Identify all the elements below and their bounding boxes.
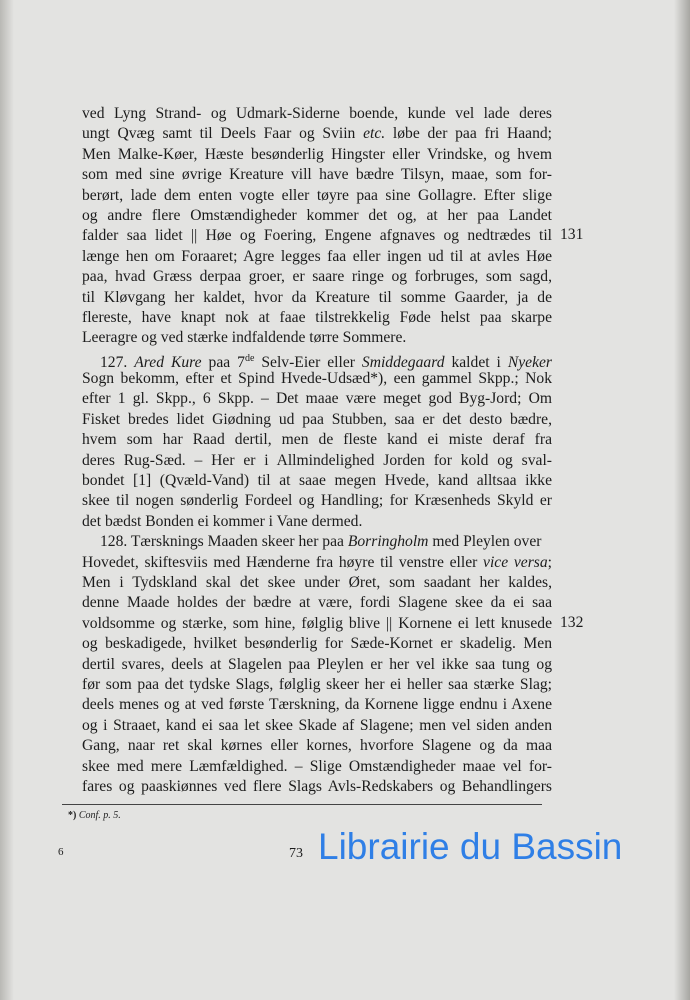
- text-line: [82, 410, 552, 430]
- text-run: bondet [1] (Qvæld-Vand) til at saae megen Hvede, kand alltsaa ikke: [82, 472, 552, 490]
- text-line: [82, 655, 552, 675]
- text-run: kaldet i: [444, 353, 508, 371]
- text-run: Gang, naar ret skal kørnes eller kornes, hvorfore Slagene og da maa: [82, 737, 552, 755]
- text-run: voldsomme og stærke, som hine, følglig blive || Kornene ei lett knusede: [82, 614, 552, 632]
- text-run: paa 7: [201, 353, 245, 371]
- text-line: [82, 267, 552, 287]
- italic-run: Nyeker: [507, 353, 552, 371]
- text-run: berørt, lade dem enten vogte eller tøyre paa sine Gollagre. Efter slige: [82, 186, 552, 204]
- watermark-text: Librairie du Bassin: [318, 826, 623, 867]
- text-line: [82, 104, 552, 124]
- text-run: falder saa lidet || Høe og Foering, Engene afgnaves og nedtrædes til: [82, 227, 552, 245]
- text-run: Leeragre og ved stærke indfaldende tørre Sommere.: [82, 329, 407, 347]
- text-run: dertil svares, deels at Slagelen paa Pleylen er her vel ikke saa tung og: [82, 655, 552, 673]
- text-line: [82, 186, 552, 206]
- text-run: ;: [547, 553, 552, 571]
- text-line: [82, 532, 552, 552]
- text-line: [82, 288, 552, 308]
- text-line: [82, 308, 552, 328]
- text-line: [82, 165, 552, 185]
- text-line: [82, 247, 552, 267]
- text-run: deels menes og at ved første Tærskning, da Kornene ligge endnu i Axene: [82, 696, 552, 714]
- text-line: [82, 695, 552, 715]
- text-line: [82, 614, 552, 634]
- text-run: og andre flere Omstændigheder kommer det og, at her paa Landet: [82, 206, 552, 224]
- text-run: Sogn bekomm, efter et Spind Hvede-Udsæd*), een gammel Skpp.; Nok: [82, 370, 552, 388]
- text-line: [82, 553, 552, 573]
- text-line: [82, 777, 552, 797]
- text-line: [82, 471, 552, 491]
- margin-page-ref: 132: [560, 614, 584, 631]
- text-run: med Pleylen over: [428, 533, 542, 551]
- text-line: [82, 389, 552, 409]
- text-run: Men i Tydskland skal det skee under Øret, som saadant her kaldes,: [82, 573, 552, 591]
- footnote: [68, 810, 121, 821]
- text-run: ved Lyng Strand- og Udmark-Siderne boende, kunde vel lade deres: [82, 105, 552, 122]
- signature-mark: 6: [58, 846, 64, 858]
- text-run: længe hen om Foraaret; Agre legges faa eller ingen ud til at avles Høe: [82, 247, 552, 265]
- text-line: [82, 206, 552, 226]
- text-run: 127.: [100, 353, 135, 371]
- text-line: [82, 593, 552, 613]
- text-line: [82, 512, 552, 532]
- text-run: skee med mere Læmfældighed. – Slige Omstændigheder maae vel for-: [82, 757, 552, 775]
- text-run: skee til nogen sønderlig Fordeel og Handling; for Kræsenheds Skyld er: [82, 492, 552, 510]
- footnote-text: Conf. p. 5.: [78, 810, 121, 821]
- text-run: Hovedet, skiftesviis med Hænderne fra høyre til venstre eller: [82, 553, 484, 571]
- text-line: [82, 226, 552, 246]
- text-line: [82, 634, 552, 654]
- main-text-block: [82, 104, 552, 797]
- text-run: hvem som har Raad dertil, men de fleste kand ei miste deraf fra: [82, 431, 552, 449]
- text-run: Selv-Eier eller: [254, 353, 362, 371]
- text-line: [82, 736, 552, 756]
- text-run: det bædst Bonden ei kommer i Vane dermed.: [82, 512, 363, 530]
- page-number: 73: [289, 846, 303, 861]
- text-line: [82, 124, 552, 144]
- text-run: som med sine øvrige Kreature vill have bædre Tilsyn, maae, som for-: [82, 166, 552, 184]
- text-run: paa, hvad Græss derpaa groer, er saare ringe og forbruges, som sagd,: [82, 268, 552, 286]
- text-run: og i Straaet, kand ei saa let skee Skade af Slagene; men vel siden anden: [82, 716, 552, 734]
- text-run: Men Malke-Køer, Hæste besønderlig Hingster eller Vrindske, og hvem: [82, 145, 552, 163]
- page-edge-shadow: [674, 0, 690, 1000]
- text-run: flereste, have knapt nok at faae tilstrekkelig Føde helst paa skarpe: [82, 308, 552, 326]
- text-line: [82, 573, 552, 593]
- text-line: [82, 430, 552, 450]
- text-line: [82, 716, 552, 736]
- text-run: denne Maade holdes der bædre at være, fordi Slagene skee da ei saa: [82, 594, 552, 612]
- text-run: deres Rug-Sæd. – Her er i Allmindelighed Jorden for kold og sval-: [82, 451, 552, 469]
- text-run: løbe der paa fri Haand;: [385, 125, 552, 143]
- text-line: [82, 369, 552, 389]
- text-run: fares og paaskiønnes ved flere Slags Avls-Redskabers og Behandlingers: [82, 777, 552, 795]
- text-run: efter 1 gl. Skpp., 6 Skpp. – Det maae være meget god Byg-Jord; Om: [82, 390, 552, 408]
- italic-run: Smiddegaard: [361, 353, 445, 371]
- text-line: [82, 757, 552, 777]
- italic-run: Ared Kure: [134, 353, 202, 371]
- page-gutter-shadow: [0, 0, 14, 1000]
- text-line: [82, 145, 552, 165]
- text-run: ungt Qvæg samt til Deels Faar og Sviin: [82, 125, 364, 143]
- italic-run: etc.: [363, 125, 386, 143]
- text-line: [82, 491, 552, 511]
- margin-page-ref: 131: [560, 226, 584, 244]
- footnote-rule: [62, 804, 542, 805]
- text-run: til Kløvgang her kaldet, hvor da Kreature til somme Gaarder, ja de: [82, 288, 552, 306]
- text-run: 128. Tærsknings Maaden skeer her paa: [100, 533, 348, 551]
- text-run: Fisket bredes lidet Giødning ud paa Stubben, saa er det desto bædre,: [82, 410, 552, 428]
- italic-run: vice versa: [483, 553, 548, 571]
- text-line: [82, 328, 552, 348]
- footnote-mark: *): [68, 810, 77, 821]
- italic-run: Borringholm: [347, 533, 429, 551]
- text-line: [82, 349, 552, 369]
- text-line: [82, 675, 552, 695]
- text-run: og beskadigede, hvilket besønderlig for Sæde-Kornet er skadelig. Men: [82, 635, 552, 653]
- text-run: før som paa det tydske Slags, følglig skeer her ei heller saa stærke Slag;: [82, 675, 552, 693]
- text-line: [82, 451, 552, 471]
- superscript-run: de: [244, 352, 255, 364]
